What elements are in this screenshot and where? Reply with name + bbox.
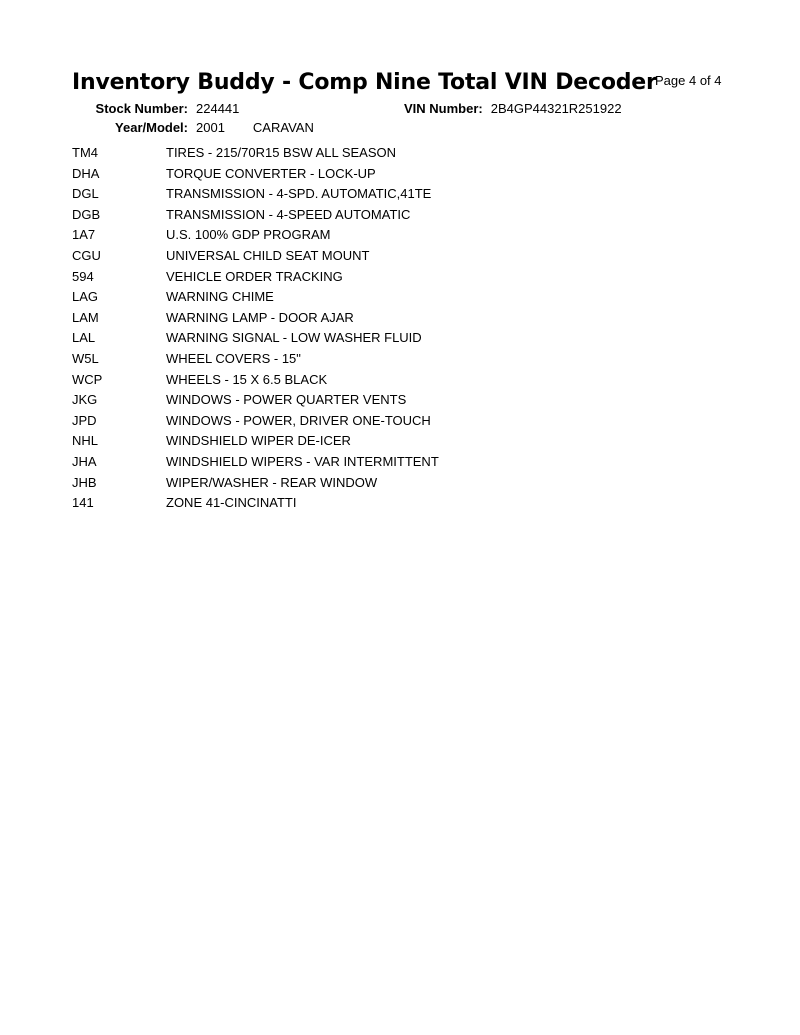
option-description: WIPER/WASHER - REAR WINDOW xyxy=(166,474,378,490)
option-code: LAL xyxy=(72,330,96,346)
option-description: WHEELS - 15 X 6.5 BLACK xyxy=(166,371,328,387)
option-row xyxy=(72,145,439,166)
option-code: JHB xyxy=(72,474,97,490)
option-description: VEHICLE ORDER TRACKING xyxy=(166,268,343,284)
option-description: WARNING SIGNAL - LOW WASHER FLUID xyxy=(166,330,422,346)
year-model-row xyxy=(72,120,314,135)
option-description: U.S. 100% GDP PROGRAM xyxy=(166,227,331,243)
option-row xyxy=(72,330,439,351)
option-description: WARNING LAMP - DOOR AJAR xyxy=(166,309,354,325)
option-code: 141 xyxy=(72,495,94,511)
stock-number-row xyxy=(72,101,239,116)
model-value: CARAVAN xyxy=(252,120,314,135)
option-row xyxy=(72,372,439,393)
option-row xyxy=(72,413,439,434)
option-code: 1A7 xyxy=(72,227,96,243)
option-description: WINDSHIELD WIPERS - VAR INTERMITTENT xyxy=(166,453,439,469)
option-row xyxy=(72,475,439,496)
option-row xyxy=(72,186,439,207)
option-code: DGL xyxy=(72,186,99,202)
option-code: JHA xyxy=(72,453,97,469)
option-code: JPD xyxy=(72,412,97,428)
option-row xyxy=(72,433,439,454)
stock-number-label: Stock Number: xyxy=(95,101,188,116)
option-row xyxy=(72,289,439,310)
year-model-label: Year/Model: xyxy=(115,120,188,135)
option-description: WINDSHIELD WIPER DE-ICER xyxy=(166,433,351,449)
option-description: UNIVERSAL CHILD SEAT MOUNT xyxy=(166,247,370,263)
report-title: Inventory Buddy - Comp Nine Total VIN Decoder xyxy=(72,70,657,95)
stock-number-value: 224441 xyxy=(196,101,240,116)
option-description: TORQUE CONVERTER - LOCK-UP xyxy=(166,165,376,181)
option-code: TM4 xyxy=(72,145,98,160)
option-row xyxy=(72,454,439,475)
vin-number-row xyxy=(404,101,622,116)
vin-number-value: 2B4GP44321R251922 xyxy=(490,101,622,116)
option-row xyxy=(72,495,439,516)
option-row xyxy=(72,351,439,372)
option-code: LAM xyxy=(72,309,99,325)
option-code: WCP xyxy=(72,371,103,387)
option-code: CGU xyxy=(72,247,101,263)
option-code: LAG xyxy=(72,289,99,305)
option-code: DHA xyxy=(72,165,100,181)
option-description: TRANSMISSION - 4-SPD. AUTOMATIC,41TE xyxy=(166,186,432,202)
option-code: 594 xyxy=(72,268,94,284)
option-description: WINDOWS - POWER QUARTER VENTS xyxy=(166,392,407,408)
option-row xyxy=(72,207,439,228)
year-value: 2001 xyxy=(196,120,225,135)
option-row xyxy=(72,269,439,290)
option-description: TIRES - 215/70R15 BSW ALL SEASON xyxy=(166,145,397,160)
option-code: DGB xyxy=(72,206,101,222)
option-code: W5L xyxy=(72,350,99,366)
option-description: WHEEL COVERS - 15" xyxy=(166,350,301,366)
option-row xyxy=(72,227,439,248)
page-number: Page 4 of 4 xyxy=(655,73,722,88)
option-description: ZONE 41-CINCINATTI xyxy=(166,495,297,511)
option-code: JKG xyxy=(72,392,98,408)
option-row xyxy=(72,166,439,187)
option-code: NHL xyxy=(72,433,99,449)
option-row xyxy=(72,392,439,413)
option-code-list xyxy=(72,145,439,516)
vin-number-label: VIN Number: xyxy=(404,101,483,116)
option-row xyxy=(72,310,439,331)
option-description: WINDOWS - POWER, DRIVER ONE-TOUCH xyxy=(166,412,431,428)
option-description: TRANSMISSION - 4-SPEED AUTOMATIC xyxy=(166,206,411,222)
option-row xyxy=(72,248,439,269)
option-description: WARNING CHIME xyxy=(166,289,274,305)
